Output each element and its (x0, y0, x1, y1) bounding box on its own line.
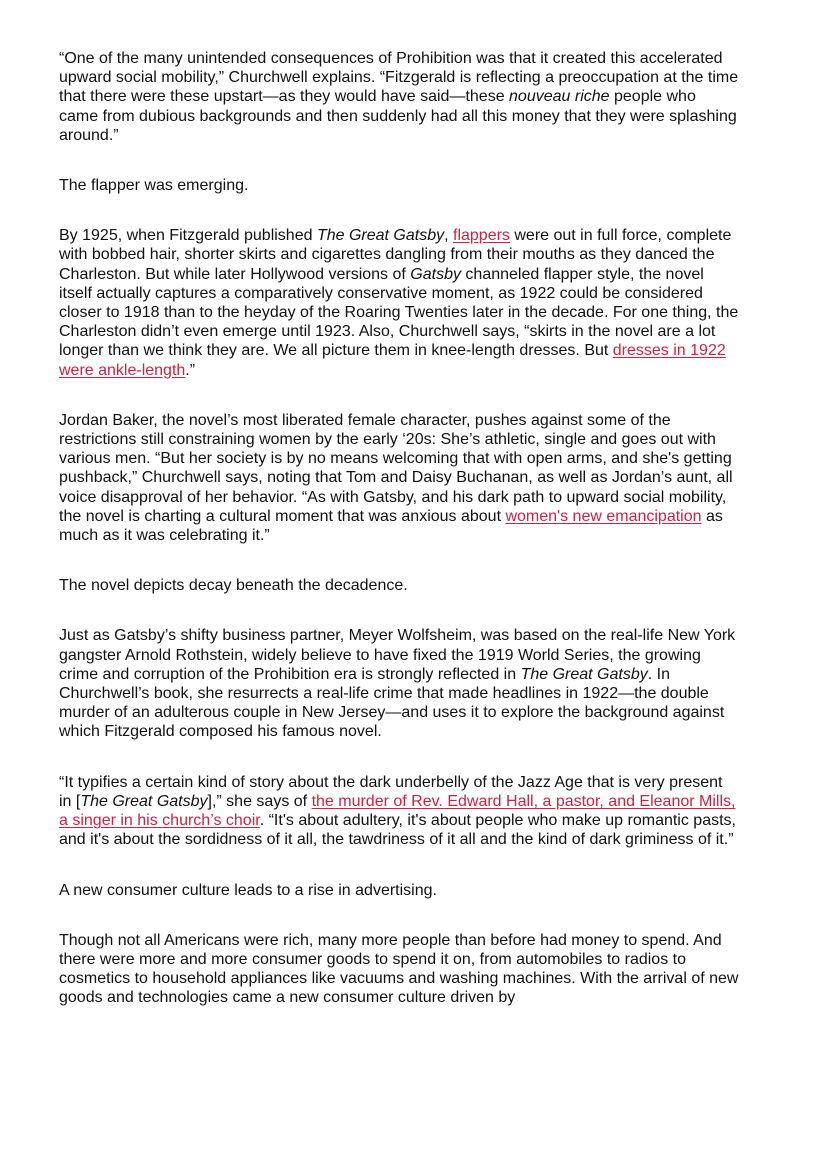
paragraph-wolfsheim (59, 626, 739, 741)
paragraph-jazz-age-underbelly (59, 773, 739, 850)
text-run: Just as Gatsby’s shifty business partner, Meyer Wolfsheim, was based on the real-life New York gangster Arnold Rothstein, widely believe to have fixed the 1919 World Series, the growing crime and corruption of the Prohibition era is strongly reflected in (59, 627, 736, 683)
hall-mills-murder-link[interactable]: the murder of Rev. Edward Hall, a pastor, and Eleanor Mills, a singer in his church’s choir (59, 792, 736, 830)
italic-run: The Great Gatsby (80, 792, 208, 810)
section-heading-consumer-culture: A new consumer culture leads to a rise in advertising. (59, 881, 437, 899)
text-run: Jordan Baker, the novel’s most liberated female character, pushes against some of the restrictions still constraining women by the early ‘20s: She’s athletic, single and goes out with various men. “But her society is by no means welcoming that with open arms, and she's getting pushback,” Churchwell says, noting that Tom and Daisy Buchanan, as well as Jordan’s aunt, all voice disapproval of her behavior. “As with Gatsby, and his dark path to upward social mobility, the novel is charting a cultural moment that was anxious about (59, 411, 733, 525)
womens-emancipation-link[interactable]: women's new emancipation (505, 507, 702, 525)
document-body (59, 49, 739, 1008)
text-run: channeled flapper style, the novel itself actually captures a comparatively conservative moment, as 1922 could be considered closer to 1918 than to the heyday of the Roaring Twenties later in the decade. For one thing, the Charleston didn’t even emerge until 1923. Also, Churchwell says, “skirts in the novel are a lot longer than we think they are. We all picture them in knee-length dresses. But (59, 265, 739, 360)
text-run: as much as it was celebrating it.” (59, 507, 723, 545)
text-run: . In Churchwell’s book, she resurrects a real-life crime that made headlines in 1922—the double murder of an adulterous couple in New Jersey—and uses it to explore the background against which Fitzgerald composed his famous novel. (59, 665, 725, 741)
ankle-length-dresses-link[interactable]: dresses in 1922 were ankle-length (59, 342, 726, 379)
text-run: .” (185, 361, 196, 379)
flappers-link[interactable]: flappers (453, 227, 510, 245)
text-run: . “It's about adultery, it's about people who make up romantic pasts, and it's about the sordidness of it all, the tawdriness of it all and the kind of dark griminess of it.” (59, 812, 736, 849)
italic-run: Gatsby (410, 265, 461, 283)
text-run: , (444, 227, 453, 245)
text-run: “It typifies a certain kind of story about the dark underbelly of the Jazz Age that is very present in [ (59, 773, 723, 810)
section-heading-flapper: The flapper was emerging. (59, 177, 249, 195)
section-heading-decay: The novel depicts decay beneath the decadence. (59, 577, 408, 595)
paragraph-flappers (59, 226, 739, 380)
text-run: were out in full force, complete with bobbed hair, shorter skirts and cigarettes dangling from their mouths as they danced the Charleston. But while later Hollywood versions of (59, 227, 732, 283)
paragraph-consumer-goods: Though not all Americans were rich, many more people than before had money to spend. And there were more and more consumer goods to spend it on, from automobiles to radios to cosmetics to household appliances like vacuums and washing machines. With the arrival of new goods and technologies came a new consumer culture driven by (59, 931, 739, 1007)
text-run: people who came from dubious backgrounds and then suddenly had all this money that they were splashing around.” (59, 88, 737, 144)
paragraph-prohibition-mobility (59, 49, 739, 145)
text-run: By 1925, when Fitzgerald published (59, 227, 317, 245)
text-run: “One of the many unintended consequences of Prohibition was that it created this accelerated upward social mobility,” Churchwell explains. “Fitzgerald is reflecting a preoccupation at the time that there were these upstart—as they would have said—these (59, 50, 739, 106)
italic-run: nouveau riche (509, 88, 610, 106)
italic-run: The Great Gatsby (316, 227, 445, 245)
text-run: ],” she says of (207, 792, 312, 810)
paragraph-jordan-baker (59, 411, 739, 545)
italic-run: The Great Gatsby (520, 665, 648, 683)
